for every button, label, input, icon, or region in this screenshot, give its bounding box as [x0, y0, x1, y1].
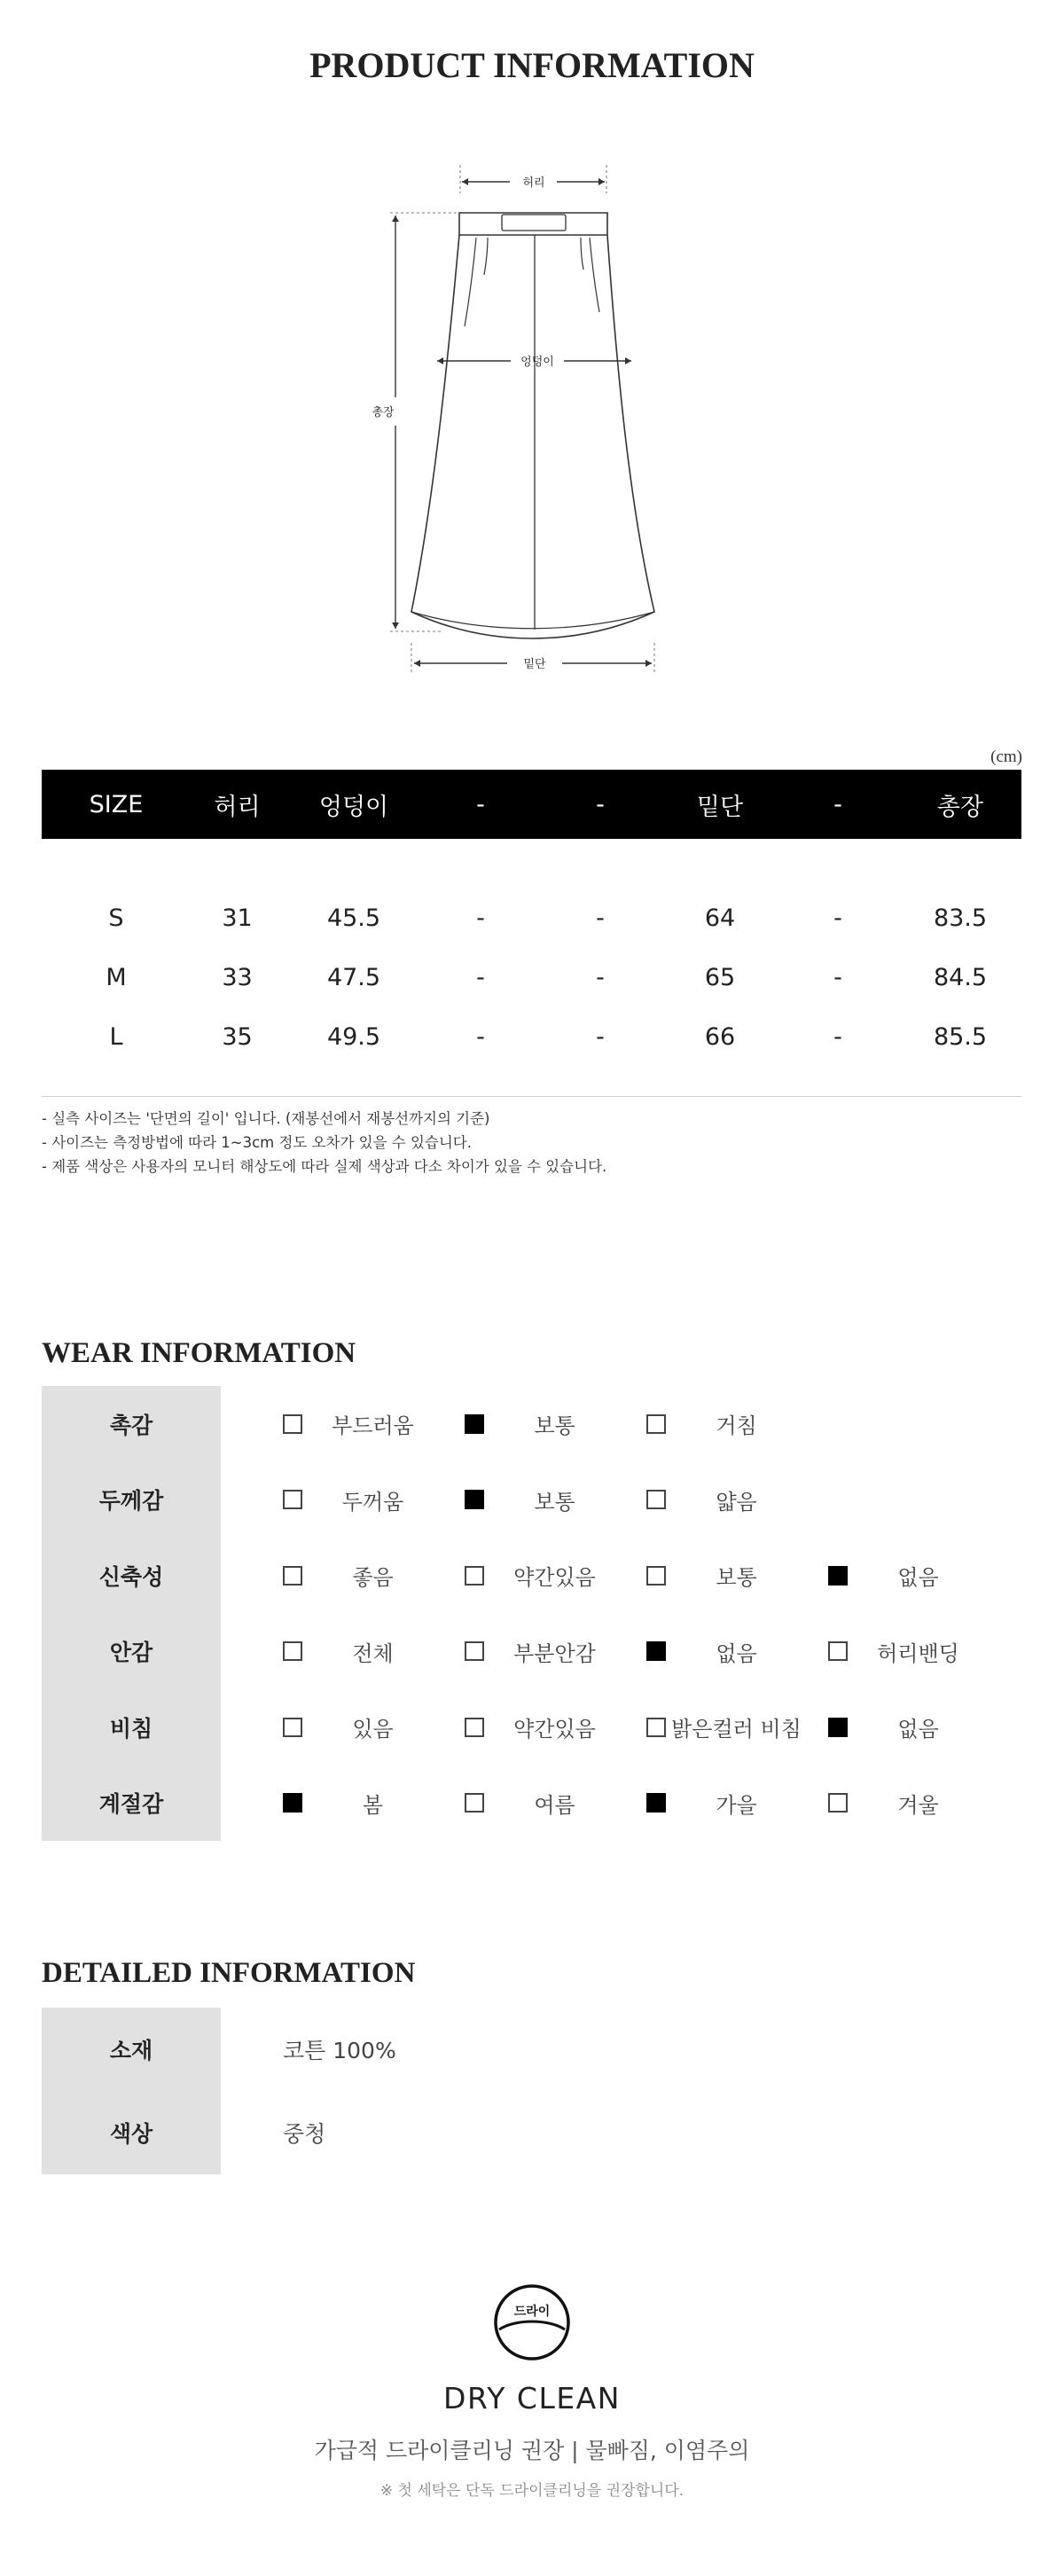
- note-line: - 제품 색상은 사용자의 모니터 해상도에 따라 실제 색상과 다소 차이가 있을 수 있습니다.: [42, 1158, 607, 1175]
- table-row: [42, 1007, 1021, 1067]
- table-cell: S: [108, 904, 124, 932]
- table-cell: -: [476, 1023, 485, 1051]
- wear-option-label: 없음: [716, 1640, 757, 1666]
- wear-option-label: 거침: [716, 1413, 757, 1439]
- wear-option: [283, 1711, 465, 1742]
- wear-option-label: 봄: [362, 1792, 384, 1818]
- wear-row: [42, 1538, 1021, 1614]
- detail-row-material: [42, 2008, 1021, 2091]
- header-cell: 허리: [214, 793, 261, 821]
- wear-row: [42, 1689, 1021, 1766]
- hip-label: 엉덩이: [520, 356, 554, 369]
- unchecked-box-icon: [283, 1641, 302, 1661]
- length-label: 총장: [372, 406, 395, 419]
- wear-option: [283, 1560, 465, 1591]
- table-cell: 49.5: [326, 1023, 381, 1051]
- header-cell: 밑단: [696, 793, 744, 821]
- checked-box-icon: [828, 1566, 848, 1586]
- detail-label: 색상: [42, 2091, 221, 2174]
- table-row: [42, 889, 1021, 948]
- wear-option: [646, 1560, 828, 1591]
- table-cell: 31: [222, 904, 253, 932]
- wear-option-label: 없음: [897, 1717, 939, 1742]
- checked-box-icon: [646, 1793, 666, 1813]
- header-cell: SIZE: [89, 790, 144, 818]
- wear-option: [465, 1788, 646, 1819]
- wear-option: [646, 1408, 828, 1439]
- detail-value: 코튼 100%: [283, 2038, 396, 2063]
- unchecked-box-icon: [828, 1793, 848, 1813]
- wear-info-title: WEAR INFORMATION: [42, 1337, 356, 1369]
- detail-row-color: [42, 2091, 1021, 2174]
- table-cell: -: [596, 1023, 605, 1051]
- size-table: [42, 770, 1021, 1067]
- dry-clean-badge-text: 드라이: [513, 2305, 551, 2319]
- unchecked-box-icon: [646, 1490, 666, 1509]
- size-notes: [42, 1107, 606, 1178]
- wear-option: [465, 1560, 646, 1591]
- wear-option-label: 있음: [352, 1717, 394, 1742]
- detail-value: 중청: [283, 2121, 326, 2147]
- wear-option: [646, 1788, 828, 1819]
- table-cell: -: [833, 904, 842, 932]
- wear-option-label: 여름: [534, 1792, 575, 1818]
- wear-option: [283, 1484, 465, 1515]
- table-cell: 47.5: [326, 964, 381, 991]
- wear-row: [42, 1614, 1021, 1690]
- table-cell: -: [476, 964, 485, 991]
- table-cell: 45.5: [326, 904, 381, 932]
- wear-option: [465, 1484, 646, 1515]
- table-cell: 33: [222, 964, 253, 991]
- table-cell: 64: [704, 904, 736, 932]
- checked-box-icon: [465, 1490, 484, 1509]
- table-cell: 35: [222, 1023, 253, 1051]
- header-cell: -: [476, 790, 485, 818]
- wear-option: [828, 1560, 1010, 1591]
- table-cell: 85.5: [933, 1023, 988, 1051]
- detail-info-table: [42, 2008, 1021, 2174]
- header-cell: 엉덩이: [318, 793, 389, 821]
- checked-box-icon: [646, 1641, 666, 1661]
- wear-option-label: 보통: [716, 1565, 757, 1591]
- wear-option-label: 두꺼움: [341, 1489, 404, 1515]
- wear-option: [646, 1711, 828, 1742]
- table-cell: -: [833, 964, 842, 991]
- wear-option-label: 보통: [534, 1413, 575, 1439]
- wear-option-label: 전체: [352, 1640, 394, 1666]
- table-cell: M: [106, 964, 127, 991]
- wear-option: [283, 1408, 465, 1439]
- table-cell: 84.5: [933, 964, 988, 991]
- unchecked-box-icon: [465, 1641, 484, 1661]
- wear-option: [646, 1636, 828, 1667]
- header-cell: 총장: [936, 793, 984, 821]
- wear-option-label: 부드러움: [332, 1413, 414, 1439]
- care-section: [0, 2283, 1064, 2500]
- wear-info-table: [42, 1386, 1021, 1841]
- wear-option: [828, 1636, 1010, 1667]
- detail-info-title: DETAILED INFORMATION: [42, 1957, 416, 1989]
- wear-option-label: 가을: [716, 1792, 757, 1818]
- wear-option-label: 보통: [534, 1489, 575, 1515]
- wear-option: [465, 1408, 646, 1439]
- wear-option-label: 밝은컬러 비침: [671, 1717, 802, 1742]
- table-cell: L: [109, 1023, 123, 1051]
- wear-option: [828, 1788, 1010, 1819]
- table-cell: -: [476, 904, 485, 932]
- wear-row-label: 계절감: [42, 1766, 221, 1842]
- care-note: ※ 첫 세탁은 단독 드라이클리닝을 권장합니다.: [379, 2482, 685, 2500]
- checked-box-icon: [828, 1718, 848, 1737]
- unchecked-box-icon: [465, 1793, 484, 1813]
- care-title: DRY CLEAN: [443, 2381, 621, 2415]
- skirt-measurement-diagram: [355, 151, 709, 701]
- unit-label: (cm): [990, 748, 1022, 766]
- care-description: 가급적 드라이클리닝 권장 | 물빠짐, 이염주의: [314, 2438, 750, 2463]
- wear-row-label: 두께감: [42, 1462, 221, 1539]
- wear-option-label: 없음: [897, 1565, 939, 1591]
- table-cell: -: [833, 1023, 842, 1051]
- checked-box-icon: [283, 1793, 302, 1813]
- table-cell: 65: [704, 964, 736, 991]
- dry-clean-icon: [493, 2283, 571, 2361]
- wear-option: [283, 1788, 465, 1819]
- wear-option-label: 약간있음: [513, 1717, 596, 1742]
- unchecked-box-icon: [646, 1414, 666, 1434]
- wear-option-label: 약간있음: [513, 1565, 596, 1591]
- note-line: - 사이즈는 측정방법에 따라 1~3cm 정도 오차가 있을 수 있습니다.: [42, 1134, 472, 1151]
- header-cell: -: [833, 790, 842, 818]
- wear-option-label: 부분안감: [513, 1640, 596, 1666]
- wear-row: [42, 1766, 1021, 1842]
- wear-row: [42, 1462, 1021, 1539]
- wear-option-label: 좋음: [352, 1565, 394, 1591]
- divider: [42, 1096, 1021, 1097]
- unchecked-box-icon: [465, 1566, 484, 1586]
- wear-option-label: 허리밴딩: [877, 1640, 959, 1666]
- wear-row: [42, 1386, 1021, 1462]
- table-cell: 83.5: [933, 904, 988, 932]
- wear-option: [828, 1711, 1010, 1742]
- wear-option-label: 겨울: [897, 1792, 939, 1818]
- table-cell: -: [596, 904, 605, 932]
- unchecked-box-icon: [283, 1414, 302, 1434]
- wear-row-label: 안감: [42, 1614, 221, 1690]
- hem-label: 밑단: [523, 658, 546, 671]
- wear-option: [465, 1711, 646, 1742]
- unchecked-box-icon: [465, 1718, 484, 1737]
- unchecked-box-icon: [828, 1641, 848, 1661]
- page-title: PRODUCT INFORMATION: [309, 45, 755, 85]
- unchecked-box-icon: [646, 1566, 666, 1586]
- checked-box-icon: [465, 1414, 484, 1434]
- table-cell: -: [596, 964, 605, 991]
- wear-row-label: 촉감: [42, 1386, 221, 1462]
- wear-option: [283, 1636, 465, 1667]
- table-row: [42, 948, 1021, 1007]
- unchecked-box-icon: [283, 1566, 302, 1586]
- wear-option: [465, 1636, 646, 1667]
- wear-option-label: 얇음: [716, 1489, 757, 1515]
- table-cell: 66: [704, 1023, 736, 1051]
- unchecked-box-icon: [283, 1718, 302, 1737]
- wear-row-label: 비침: [42, 1689, 221, 1766]
- unchecked-box-icon: [283, 1490, 302, 1509]
- header-cell: -: [596, 790, 605, 818]
- waist-label: 허리: [522, 176, 545, 190]
- size-table-header: [42, 770, 1021, 839]
- wear-row-label: 신축성: [42, 1538, 221, 1614]
- detail-label: 소재: [42, 2008, 221, 2091]
- unchecked-box-icon: [646, 1718, 666, 1737]
- note-line: - 실측 사이즈는 '단면의 길이' 입니다. (재봉선에서 재봉선까지의 기준): [42, 1110, 490, 1127]
- wear-option: [646, 1484, 828, 1515]
